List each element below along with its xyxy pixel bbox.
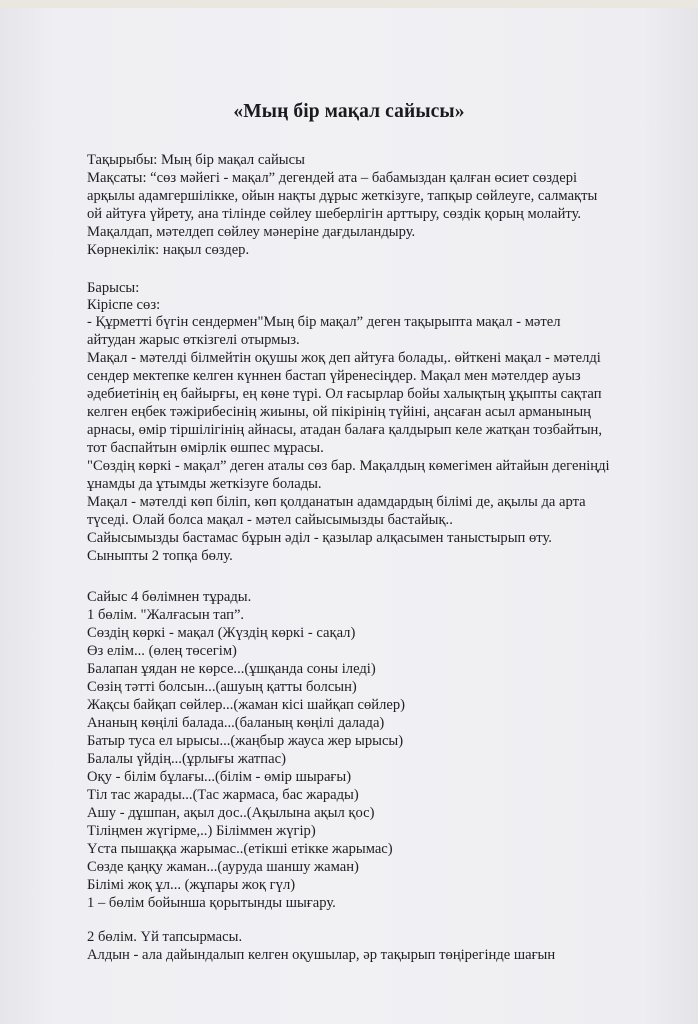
paragraph-line: ұнамды да ұтымды жеткізуге болады. (87, 476, 322, 492)
paragraph-line: арнасы, өмір тіршілігінің айнасы, атадан балаға қалдырып келе жатқан тозбайтын, (87, 422, 603, 438)
paragraph-line: Алдын - ала дайындалып келген оқушылар, әр тақырып төңірегінде шағын (87, 947, 556, 963)
proverb-line: Тіліңмен жүгірме,..) Біліммен жүгір) (87, 823, 316, 839)
paragraph-line: Мақал - мәтелді білмейтін оқушы жоқ деп айтуға болады,. өйткені мақал - мәтелді (87, 350, 601, 366)
proverb-line: Сөзің тәтті болсын...(ашуың қатты болсын) (87, 679, 357, 695)
proverb-line: Ашу - дұшпан, ақыл дос..(Ақылына ақыл қос) (87, 805, 375, 821)
proverb-line: Батыр туса ел ырысы...(жаңбыр жауса жер ырысы) (87, 733, 404, 749)
proverb-line: Өз елім... (өлең төсегім) (87, 643, 237, 659)
proverb-line: Үста пышаққа жарымас..(етікші етікке жарымас) (87, 841, 393, 857)
paragraph-line: Сайысымызды бастамас бұрын әділ - қазылар алқасымен таныстырып өту. (87, 530, 552, 546)
document-title: «Мың бір мақал сайысы» (233, 101, 465, 122)
topic-line: Тақырыбы: Мың бір мақал сайысы (87, 152, 305, 168)
paragraph-line: айтудан жарыс өткізгелі отырмыз. (87, 332, 300, 348)
paragraph-line: сендер мектепке келген күннен бастап үйренесіңдер. Мақал мен мәтелдер ауыз (87, 368, 581, 384)
conclusion-line: 1 – бөлім бойынша қорытынды шығару. (87, 895, 336, 911)
proverb-line: Жақсы байқап сөйлер...(жаман кісі шайқап сөйлер) (87, 697, 406, 713)
subheading: Кіріспе сөз: (87, 297, 161, 313)
proverb-line: Балалы үйдің...(ұрлығы жатпас) (87, 751, 286, 767)
paragraph-line: - Құрметті бүгін сендермен"Мың бір мақал” деген тақырыпта мақал - мәтел (87, 314, 561, 330)
paragraph-line: тот баспайтын өмірлік өшпес мұрасы. (87, 440, 324, 456)
proverb-line: Сөзде қаңқу жаман...(ауруда шаншу жаман) (87, 859, 359, 875)
paragraph-line: Сыныпты 2 топқа бөлу. (87, 548, 233, 564)
goal-line: арқылы адамгершілікке, ойын нақты дұрыс жеткізуге, тапқыр сөйлеуге, салмақты (87, 188, 598, 204)
part-heading: 2 бөлім. Үй тапсырмасы. (87, 929, 243, 945)
proverb-line: Тіл тас жарады...(Тас жармаса, бас жарады) (87, 787, 359, 803)
paragraph-line: Сайыс 4 бөлімнен тұрады. (87, 589, 252, 605)
goal-line: ой айтуға үйрету, ана тілінде сөйлеу шеберлігін арттыру, сөздік қорың молайту. (87, 206, 582, 222)
paragraph-line: әдебиетінің ең байырғы, ең көне түрі. Ол ғасырлар бойы халықтың ұқыпты сақтап (87, 386, 602, 402)
proverb-line: Балапан ұядан не көрсе...(ұшқанда соны іледі) (87, 661, 376, 677)
paragraph-line: келген еңбек тәжірибесінің жиыны, ой пікірінің түйіні, аңсаған асыл арманының (87, 404, 591, 420)
proverb-line: Оқу - білім бұлағы...(білім - өмір шырағы) (87, 769, 352, 785)
proverb-line: Сөздің көркі - мақал (Жүздің көркі - сақал) (87, 625, 356, 641)
goal-line: Мақсаты: “сөз мәйегі - мақал” дегендей ата – бабамыздан қалған өсиет сөздері (87, 170, 578, 186)
paragraph-line: түседі. Олай болса мақал - мәтел сайысымызды бастайық.. (87, 512, 453, 528)
section-heading: Барысы: (87, 280, 140, 296)
proverb-line: Білімі жоқ ұл... (жұпары жоқ гүл) (87, 877, 296, 893)
visual-aids-line: Көрнекілік: нақыл сөздер. (87, 242, 250, 258)
goal-line: Мақалдап, мәтелдеп сөйлеу мәнеріне дағдыландыру. (87, 224, 416, 240)
proverb-line: Ананың көңілі балада...(баланың көңілі далада) (87, 715, 385, 731)
paragraph-line: Мақал - мәтелді көп біліп, көп қолданатын адамдардың білімі де, ақылы да арта (87, 494, 586, 510)
page-top-edge (0, 0, 698, 8)
paragraph-line: "Сөздің көркі - мақал” деген аталы сөз бар. Мақалдың көмегімен айтайын дегеніңді (87, 458, 610, 474)
part-heading: 1 бөлім. "Жалғасын тап”. (87, 607, 245, 623)
